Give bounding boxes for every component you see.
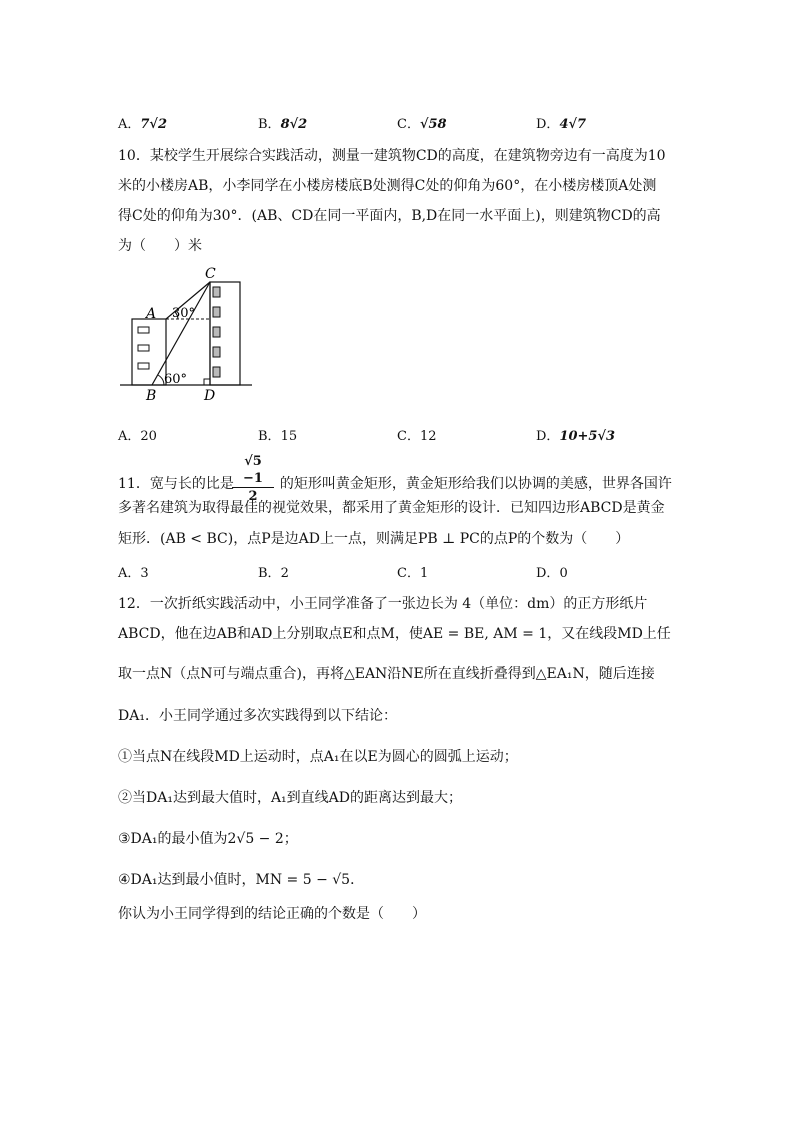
window — [213, 367, 220, 377]
q9-option-d: D．4√7 — [536, 117, 587, 132]
q12-text-line-3: 取一点N（点N可与端点重合)，再将△EAN沿NE所在直线折叠得到△EA₁N，随后连接 — [118, 666, 655, 682]
q12-text-line-2: ABCD，他在边AB和AD上分别取点E和点M，使AE = BE, AM = 1，又在线段MD上任 — [118, 626, 671, 642]
window — [213, 347, 220, 357]
angle-30-label: 30° — [172, 306, 196, 321]
q12-conclusion-2: ②当DA₁达到最大值时，A₁到直线AD的距离达到最大； — [118, 790, 463, 806]
q11-option-b: B．2 — [258, 566, 289, 581]
window — [138, 345, 149, 351]
q12-conclusion-3: ③DA₁的最小值为2√5 − 2； — [118, 831, 298, 847]
fraction-denominator: 2 — [248, 489, 258, 504]
q11-text-line-2: 多著名建筑为取得最佳的视觉效果，都采用了黄金矩形的设计．已知四边形ABCD是黄金 — [118, 500, 665, 516]
label-d: D — [204, 388, 216, 404]
q9-option-b: B．8√2 — [258, 117, 308, 132]
sight-line-bc — [152, 282, 210, 385]
label-b: B — [146, 388, 157, 404]
window — [213, 327, 220, 337]
angle-60-label: 60° — [164, 372, 188, 387]
q12-question: 你认为小王同学得到的结论正确的个数是（ ） — [118, 906, 426, 922]
label-a: A — [146, 306, 157, 322]
q10-option-b: B．15 — [258, 429, 298, 444]
q9-option-a: A．7√2 — [118, 117, 168, 132]
q12-conclusion-1: ①当点N在线段MD上运动时，点A₁在以E为圆心的圆弧上运动； — [118, 749, 518, 765]
window — [213, 287, 220, 297]
q10-building-figure — [118, 262, 258, 404]
fraction-numerator: √5 −1 — [232, 453, 274, 488]
window — [138, 363, 149, 369]
q11-option-d: D．0 — [536, 566, 568, 581]
window — [213, 307, 220, 317]
q12-conclusion-4: ④DA₁达到最小值时，MN = 5 − √5． — [118, 872, 365, 888]
window — [138, 327, 149, 333]
q11-text-line-3: 矩形．(AB < BC)，点P是边AD上一点，则满足PB ⊥ PC的点P的个数为（ ） — [118, 531, 630, 547]
q9-option-c: C．√58 — [397, 117, 447, 132]
q10-text-line-3: 得C处的仰角为30°．(AB、CD在同一平面内，B,D在同一水平面上)，则建筑物CD的高 — [118, 208, 661, 224]
label-c: C — [205, 266, 216, 282]
q11-option-c: C．1 — [397, 566, 429, 581]
q10-text-line-4: 为（ ）米 — [118, 238, 202, 254]
right-angle-mark — [204, 379, 210, 385]
q12-text-line-1: 12．一次折纸实践活动中，小王同学准备了一张边长为 4（单位：dm）的正方形纸片 — [118, 596, 648, 612]
q11-option-a: A．3 — [118, 566, 149, 581]
q10-option-a: A．20 — [118, 429, 157, 444]
q10-text-line-1: 10．某校学生开展综合实践活动，测量一建筑物CD的高度，在建筑物旁边有一高度为10 — [118, 148, 666, 164]
q11-text-line-1: 11．宽与长的比是 的矩形叫黄金矩形，黄金矩形给我们以协调的美感，世界各国许 — [118, 476, 672, 492]
q10-text-line-2: 米的小楼房AB，小李同学在小楼房楼底B处测得C处的仰角为60°，在小楼房楼顶A处测 — [118, 178, 657, 194]
q12-text-line-4: DA₁．小王同学通过多次实践得到以下结论： — [118, 708, 397, 724]
q10-option-d: D．10+5√3 — [536, 429, 616, 444]
q10-option-c: C．12 — [397, 429, 437, 444]
